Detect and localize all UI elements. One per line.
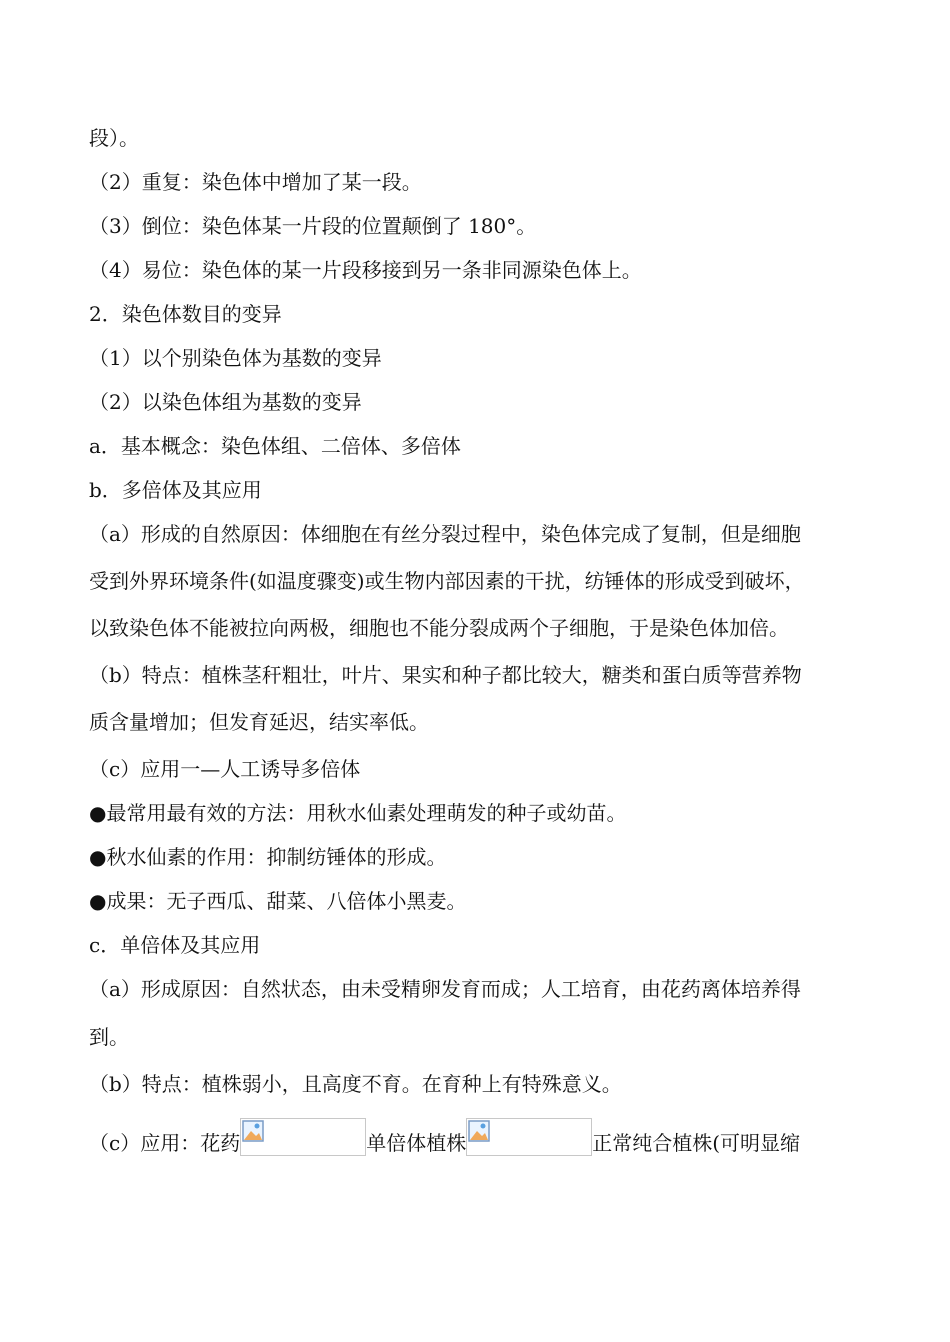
subheading-b: b．多倍体及其应用: [89, 478, 262, 502]
text-line-10: （a）形成的自然原因：体细胞在有丝分裂过程中，染色体完成了复制，但是细胞: [89, 522, 801, 546]
section-heading-2: 2．染色体数目的变异: [89, 302, 282, 326]
text-line-1: 段）。: [89, 126, 139, 150]
image-placeholder-icon: [466, 1118, 592, 1156]
text-line-8: a．基本概念：染色体组、二倍体、多倍体: [89, 434, 461, 458]
text-line-3: （3）倒位：染色体某一片段的位置颠倒了 180°。: [89, 214, 537, 238]
text-line-20: （a）形成原因：自然状态，由未受精卵发育而成；人工培育，由花药离体培养得: [89, 977, 801, 1001]
bullet-item-3: ●成果：无子西瓜、甜菜、八倍体小黑麦。: [89, 889, 467, 913]
bullet-item-2: ●秋水仙素的作用：抑制纺锤体的形成。: [89, 845, 447, 869]
text-line-2: （2）重复：染色体中增加了某一段。: [89, 170, 422, 194]
last-line-part-1: （c）应用：花药: [89, 1131, 241, 1155]
bullet-item-1: ●最常用最有效的方法：用秋水仙素处理萌发的种子或幼苗。: [89, 801, 627, 825]
text-line-7: （2）以染色体组为基数的变异: [89, 390, 362, 414]
text-line-23: [89, 1118, 889, 1157]
last-line-part-2: 单倍体植株: [366, 1131, 467, 1155]
text-line-21: 到。: [89, 1025, 129, 1049]
text-line-15: （c）应用一—人工诱导多倍体: [89, 757, 361, 781]
text-line-22: （b）特点：植株弱小，且高度不育。在育种上有特殊意义。: [89, 1072, 622, 1096]
text-line-6: （1）以个别染色体为基数的变异: [89, 346, 382, 370]
image-placeholder-icon: [240, 1118, 366, 1156]
text-line-11: 受到外界环境条件(如温度骤变)或生物内部因素的干扰，纺锤体的形成受到破坏，: [89, 569, 805, 593]
text-line-14: 质含量增加；但发育延迟，结实率低。: [89, 710, 429, 734]
last-line-part-3: 正常纯合植株(可明显缩: [592, 1131, 801, 1155]
subheading-c: c．单倍体及其应用: [89, 933, 261, 957]
text-line-4: （4）易位：染色体的某一片段移接到另一条非同源染色体上。: [89, 258, 642, 282]
text-line-12: 以致染色体不能被拉向两极，细胞也不能分裂成两个子细胞，于是染色体加倍。: [89, 616, 789, 640]
text-line-13: （b）特点：植株茎秆粗壮，叶片、果实和种子都比较大，糖类和蛋白质等营养物: [89, 663, 802, 687]
